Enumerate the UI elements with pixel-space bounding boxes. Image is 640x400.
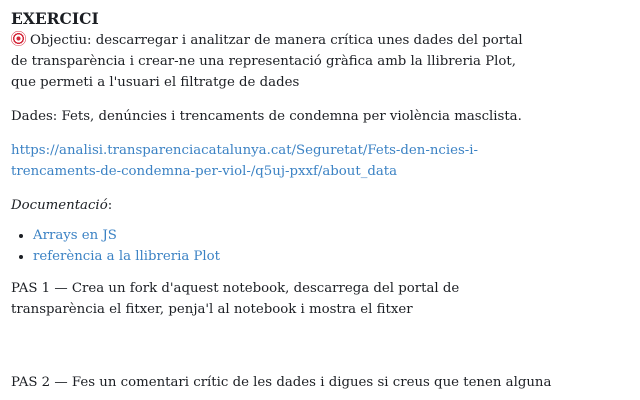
step-1-paragraph: PAS 1 — Crea un fork d'aquest notebook, descarrega del portal de transparència el fitxer, penja'l al notebook i mostra el fitxer: [11, 281, 460, 317]
documentation-list: [11, 225, 626, 267]
dades-paragraph: Dades: Fets, denúncies i trencaments de condemna per violència masclista.: [11, 109, 522, 124]
arrays-js-link[interactable]: Arrays en JS: [33, 228, 117, 243]
data-link-paragraph: [11, 140, 531, 182]
objective-text: Objectiu: descarregar i analitzar de manera crítica unes dades del portal de transparència i crear-ne una representació gràfica amb la llibreria Plot, que permeti a l'usuari el filtratge de dades: [11, 33, 523, 90]
list-item: [33, 225, 626, 246]
objective-paragraph: [11, 30, 531, 93]
list-item: [33, 246, 626, 267]
plot-reference-link[interactable]: referència a la llibreria Plot: [33, 249, 221, 264]
documentation-label: [11, 195, 626, 216]
target-icon: [11, 31, 26, 46]
data-source-link[interactable]: https://analisi.transparenciacatalunya.cat/Seguretat/Fets-den-ncies-i-trencaments-de-condemna-per-viol-/q5uj-pxxf/about_data: [11, 143, 479, 179]
documentation-label-text: Documentació: [11, 198, 108, 213]
step-2-paragraph: PAS 2 — Fes un comentari crític de les dades i digues si creus que tenen alguna: [11, 375, 552, 390]
notebook-cell: [11, 8, 626, 393]
documentation-colon: :: [107, 198, 113, 213]
exercise-heading: EXERCICI: [11, 9, 99, 28]
